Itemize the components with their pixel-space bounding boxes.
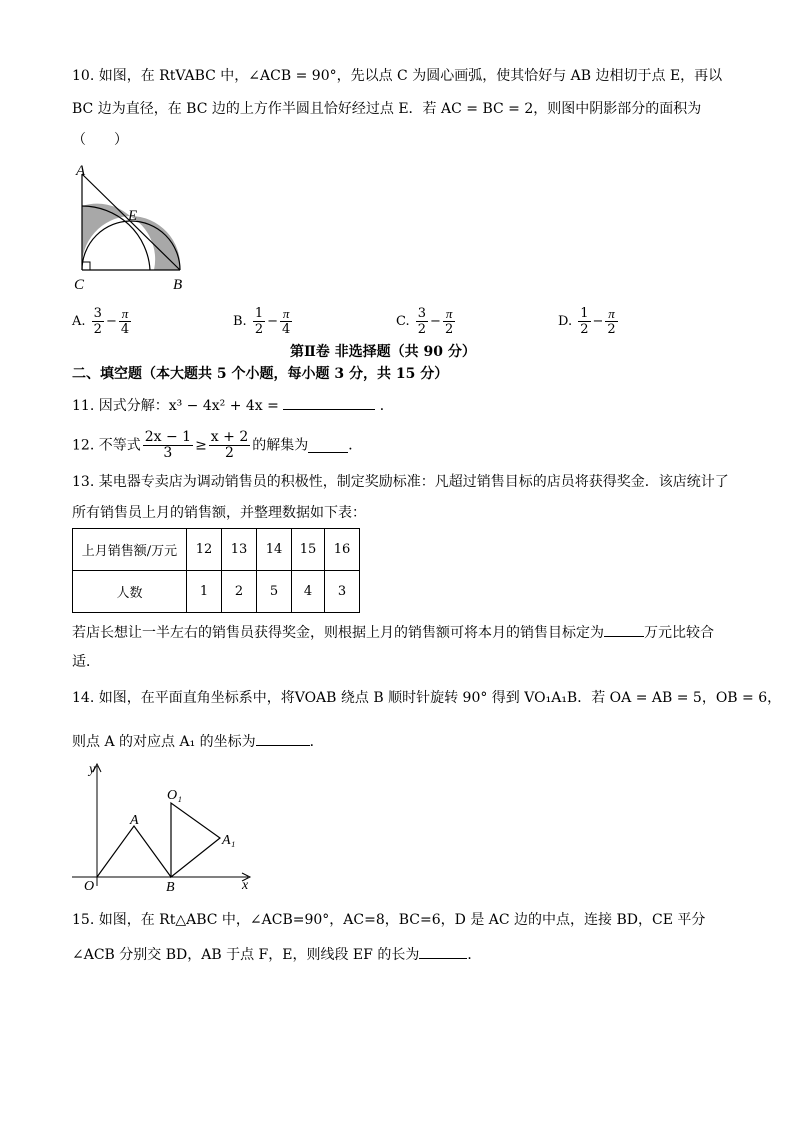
- table-header-sales: 上月销售额/万元: [73, 529, 187, 571]
- table-row: [73, 529, 360, 571]
- q14-line2-text: 则点 A 的对应点 A₁ 的坐标为: [72, 734, 256, 750]
- q13-line2: 所有销售员上月的销售额，并整理数据如下表：: [72, 505, 366, 521]
- table-cell: 2: [222, 571, 257, 613]
- q10-right-angle-mark: [82, 262, 90, 270]
- option-a-num1: 3: [93, 306, 102, 321]
- q14-answer-blank[interactable]: [256, 731, 310, 746]
- table-cell: 16: [325, 529, 360, 571]
- table-cell: 13: [222, 529, 257, 571]
- option-a-den2: 4: [120, 322, 130, 337]
- q10-answer-bracket: （ ）: [72, 132, 128, 148]
- option-c-den2: 2: [444, 322, 454, 337]
- q12-prefix: 12. 不等式: [72, 437, 141, 454]
- option-c-num2: π: [443, 306, 455, 322]
- q13-after1-end: 万元比较合: [644, 625, 714, 641]
- q12: [72, 430, 362, 461]
- q14-figure: [70, 758, 260, 893]
- option-d-den1: 2: [580, 322, 589, 337]
- q13-after1: [72, 622, 714, 643]
- q12-num2: x + 2: [210, 429, 249, 445]
- option-d-num2: π: [605, 306, 617, 322]
- option-a-den1: 2: [93, 322, 102, 337]
- option-d-num1: 1: [580, 306, 589, 321]
- q15-line2-text: ∠ACB 分别交 BD，AB 于点 F，E，则线段 EF 的长为: [72, 947, 420, 963]
- q12-den1: 3: [163, 445, 173, 461]
- q10-option-b[interactable]: [233, 306, 294, 337]
- q10-line1: 10. 如图，在 RtVABC 中，∠ACB = 90°，先以点 C 为圆心画弧，使其恰好与 AB 边相切于点 E，再以: [72, 68, 723, 84]
- q10-option-c[interactable]: [396, 306, 457, 337]
- q11-answer-blank[interactable]: [283, 395, 375, 410]
- q12-end: ．: [348, 437, 363, 454]
- table-cell: 12: [187, 529, 222, 571]
- q13-line1: 13. 某电器专卖店为调动销售员的积极性，制定奖励标准：凡超过销售目标的店员将获得奖金．该店统计了: [72, 474, 729, 490]
- q14-label-x: x: [242, 878, 249, 893]
- q12-num1: 2x − 1: [144, 429, 192, 445]
- option-c-op: −: [430, 314, 441, 329]
- table-header-count: 人数: [73, 571, 187, 613]
- q10-option-a[interactable]: [72, 306, 133, 337]
- q10-figure: [70, 158, 200, 293]
- table-cell: 4: [292, 571, 325, 613]
- table-row: [73, 571, 360, 613]
- q11-text: 11. 因式分解：x³ − 4x² + 4x =: [72, 398, 284, 414]
- table-cell: 14: [257, 529, 292, 571]
- section-title: 第Ⅱ卷 非选择题（共 90 分）: [290, 344, 476, 360]
- q11: [72, 395, 394, 416]
- q14-label-a: A: [130, 813, 139, 828]
- q14-label-b: B: [166, 880, 175, 893]
- q14-triangle-oab: [97, 826, 171, 877]
- q14-label-y: y: [89, 762, 96, 777]
- q14-line2: [72, 731, 324, 752]
- option-b-label: B.: [233, 314, 247, 329]
- option-a-label: A.: [72, 314, 86, 329]
- q12-den2: 2: [225, 445, 234, 461]
- option-b-den2: 4: [282, 322, 291, 337]
- q10-label-b: B: [173, 277, 183, 293]
- q15-line1: 15. 如图，在 Rt△ABC 中，∠ACB=90°，AC=8，BC=6，D 是 AC 边的中点，连接 BD，CE 平分: [72, 912, 706, 928]
- q14-label-o: O: [84, 879, 95, 893]
- part2-title: 二、填空题（本大题共 5 个小题，每小题 3 分，共 15 分）: [72, 366, 449, 382]
- q12-suffix: 的解集为: [252, 437, 309, 454]
- q12-rel: ≥: [195, 437, 207, 454]
- q14-label-a1: A₁: [222, 833, 236, 848]
- table-cell: 15: [292, 529, 325, 571]
- option-a-num2: π: [119, 306, 131, 322]
- option-c-label: C.: [396, 314, 410, 329]
- q13-after2: 适．: [72, 654, 100, 670]
- option-b-num1: 1: [254, 306, 264, 321]
- q15-line2-end: ．: [467, 947, 482, 963]
- q10-label-a: A: [76, 163, 86, 179]
- table-cell: 3: [325, 571, 360, 613]
- q13-after1-text: 若店长想让一半左右的销售员获得奖金，则根据上月的销售额可将本月的销售目标定为: [72, 625, 604, 641]
- q11-end: ．: [379, 398, 394, 414]
- option-b-num2: π: [280, 306, 292, 322]
- q15-line2: [72, 944, 481, 965]
- table-cell: 1: [187, 571, 222, 613]
- option-d-label: D.: [558, 314, 573, 329]
- q10-label-c: C: [74, 277, 85, 293]
- q13-sales-table: [72, 528, 360, 613]
- q14-label-o1: O₁: [167, 788, 182, 803]
- option-c-den1: 2: [417, 322, 427, 337]
- q12-answer-blank[interactable]: [308, 438, 348, 453]
- option-d-den2: 2: [607, 322, 616, 337]
- option-b-op: −: [267, 314, 279, 329]
- option-b-den1: 2: [254, 322, 264, 337]
- option-c-num1: 3: [417, 306, 427, 321]
- q15-answer-blank[interactable]: [419, 944, 467, 959]
- q14-line1: 14. 如图，在平面直角坐标系中，将VOAB 绕点 B 顺时针旋转 90° 得到 VO₁A₁B．若 OA = AB = 5，OB = 6，: [72, 690, 782, 706]
- q10-line2: BC 边为直径，在 BC 边的上方作半圆且恰好经过点 E．若 AC = BC = 2，则图中阴影部分的面积为: [72, 101, 702, 117]
- q14-triangle-o1a1b: [171, 803, 220, 877]
- option-a-op: −: [105, 314, 117, 329]
- q10-label-e: E: [128, 208, 138, 224]
- q13-answer-blank[interactable]: [604, 622, 644, 637]
- option-d-op: −: [592, 314, 604, 329]
- q14-line2-end: ．: [309, 734, 324, 750]
- q10-option-d[interactable]: [558, 306, 620, 337]
- table-cell: 5: [257, 571, 292, 613]
